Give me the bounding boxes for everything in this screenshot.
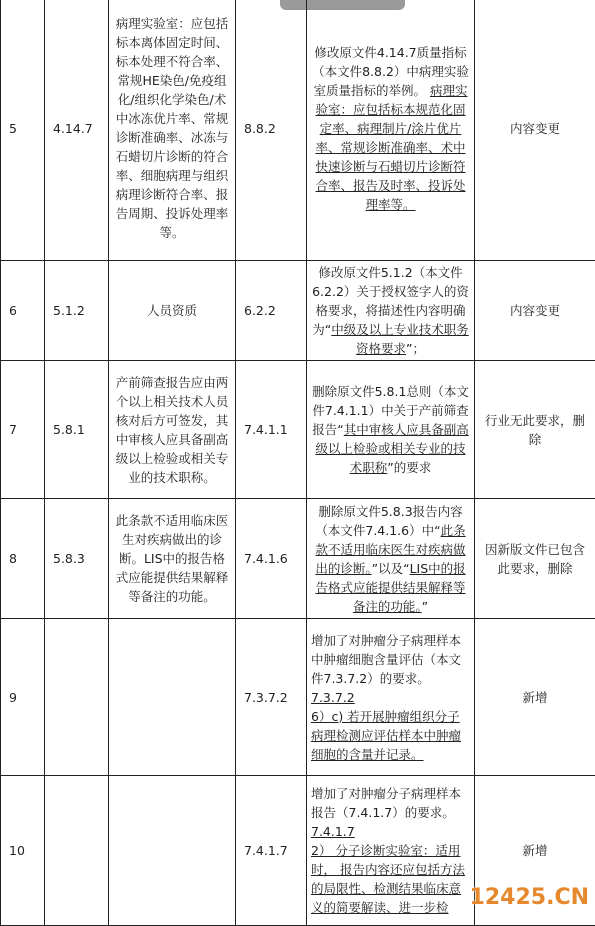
description-underlined: 中级及以上专业技术职务资格要求 — [331, 322, 469, 356]
description-underlined: 此条款不适用临床医生对疾病做出的诊断。 — [315, 523, 465, 576]
original-clause: 5.8.3 — [45, 499, 109, 619]
change-type: 新增 — [475, 776, 595, 926]
row-number: 5 — [1, 0, 45, 261]
original-clause: 4.14.7 — [45, 0, 109, 261]
new-clause: 7.4.1.1 — [236, 361, 307, 499]
description-underlined: 病理实验室：应包括标本规范化固定率、病理制片/涂片优片率、常规诊断准确率、术中快速诊断与石蜡切片诊断符合率、报告及时率、投诉处理率等。 — [315, 83, 467, 212]
new-clause: 6.2.2 — [236, 261, 307, 361]
change-type: 因新版文件已包含此要求，删除 — [475, 499, 595, 619]
table-row — [1, 619, 595, 776]
original-clause: 5.8.1 — [45, 361, 109, 499]
original-text: 产前筛查报告应由两个以上相关技术人员核对后方可签发，其中审核人应具备副高级以上检验或相关专业的技术职称。 — [109, 361, 236, 499]
row-number: 9 — [1, 619, 45, 776]
description-mid: ”以及“ — [372, 561, 410, 576]
description-underlined: 7.4.1.7 — [311, 822, 470, 841]
table-row — [1, 499, 595, 619]
row-number: 7 — [1, 361, 45, 499]
description-text: 删除原文件5.8.3报告内容（本文件7.4.1.6）中“ — [315, 504, 462, 538]
table-row — [1, 0, 595, 261]
description-underlined: 其中审核人应具备副高级以上检验或相关专业的技术职称 — [315, 422, 468, 475]
original-clause — [45, 776, 109, 926]
change-description — [307, 361, 475, 499]
change-type: 新增 — [475, 619, 595, 776]
change-type: 内容变更 — [475, 261, 595, 361]
original-text: 人员资质 — [109, 261, 236, 361]
original-text — [109, 619, 236, 776]
change-description — [307, 0, 475, 261]
description-tail: ”； — [406, 341, 425, 356]
change-description — [307, 776, 475, 926]
original-text: 病理实验室：应包括标本离体固定时间、标本处理不符合率、常规HE染色/免疫组化/组织化学染色/术中冰冻优片率、常规诊断准确率、冰冻与石蜡切片诊断的符合率、细胞病理与组织病理诊断符合率、报告周期、投诉处理率等。 — [109, 0, 236, 261]
description-text: 修改原文件4.14.7质量指标（本文件8.8.2）中病理实验室质量指标的举例。 — [312, 45, 469, 98]
description-tail: ”的要求 — [387, 460, 431, 475]
description-underlined-2: 2） 分子诊断实验室：适用时， 报告内容还应包括方法的局限性、检测结果临床意义的简要解读、进一步检 — [311, 841, 470, 917]
description-text: 修改原文件5.1.2（本文件6.2.2）关于授权签字人的资格要求，将描述性内容明确为“ — [312, 265, 469, 337]
description-text: 增加了对肿瘤分子病理样本报告（7.4.1.7）的要求。 — [311, 784, 470, 822]
new-clause: 7.3.7.2 — [236, 619, 307, 776]
description-underlined-2: LIS中的报告格式应能提供结果解释等备注的功能。 — [315, 561, 465, 614]
new-clause: 8.8.2 — [236, 0, 307, 261]
description-tail: ” — [422, 599, 428, 614]
table-row — [1, 361, 595, 499]
change-description — [307, 499, 475, 619]
row-number: 10 — [1, 776, 45, 926]
row-number: 6 — [1, 261, 45, 361]
change-description — [307, 619, 475, 776]
watermark-logo: 12425.CN — [470, 885, 589, 910]
original-clause — [45, 619, 109, 776]
new-clause: 7.4.1.7 — [236, 776, 307, 926]
row-number: 8 — [1, 499, 45, 619]
new-clause: 7.4.1.6 — [236, 499, 307, 619]
description-text: 删除原文件5.8.1总则（本文件7.4.1.1）中关于产前筛查报告“ — [312, 384, 469, 437]
table-row — [1, 261, 595, 361]
description-underlined-2: 6）c) 若开展肿瘤组织分子病理检测应评估样本中肿瘤细胞的含量并记录。 — [311, 707, 470, 764]
change-description — [307, 261, 475, 361]
change-type: 行业无此要求，删除 — [475, 361, 595, 499]
description-text: 增加了对肿瘤分子病理样本中肿瘤细胞含量评估（本文件7.3.7.2）的要求。 — [311, 631, 470, 688]
description-underlined: 7.3.7.2 — [311, 688, 470, 707]
original-text — [109, 776, 236, 926]
change-type: 内容变更 — [475, 0, 595, 261]
original-text: 此条款不适用临床医生对疾病做出的诊断。LIS中的报告格式应能提供结果解释等备注的功能。 — [109, 499, 236, 619]
original-clause: 5.1.2 — [45, 261, 109, 361]
